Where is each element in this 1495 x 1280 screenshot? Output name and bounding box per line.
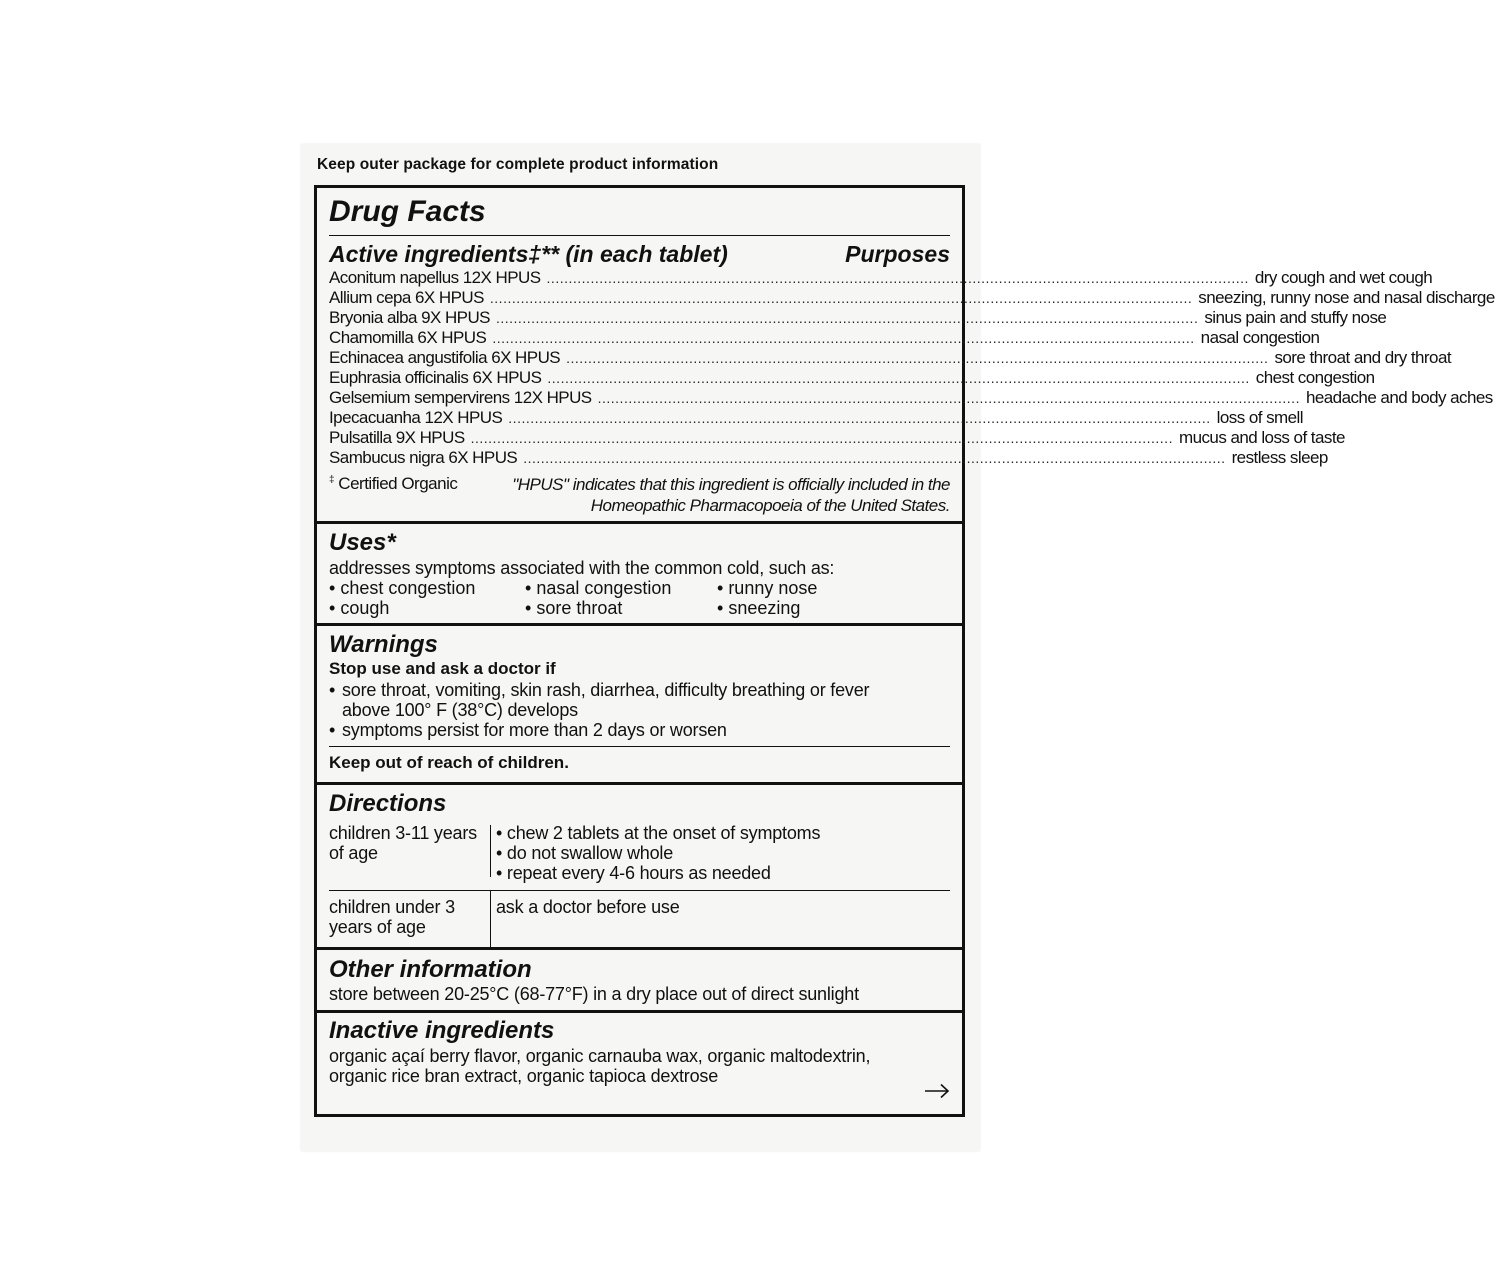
ingredient-name: Echinacea angustifolia 6X HPUS — [329, 348, 561, 367]
leader-dots: ................................................................................................................................................................ — [508, 410, 1211, 426]
ingredient-row — [329, 268, 1433, 288]
directions-column-divider — [490, 825, 491, 877]
ingredient-row — [329, 408, 1304, 428]
directions-column-divider — [490, 891, 491, 947]
arrow-right-icon — [924, 1075, 950, 1106]
ingredient-purpose: dry cough and wet cough — [1254, 268, 1433, 287]
leader-dots: ................................................................................................................................................................ — [523, 450, 1226, 466]
drug-facts-panel — [314, 185, 1495, 1117]
purposes-heading: Purposes — [845, 241, 950, 267]
divider — [329, 235, 950, 236]
ingredient-purpose: chest congestion — [1255, 368, 1375, 387]
directions-item: • chew 2 tablets at the onset of symptoms — [496, 823, 820, 843]
ingredient-name: Aconitum napellus 12X HPUS — [329, 268, 541, 287]
ingredient-row — [329, 288, 1495, 308]
warnings-title: Warnings — [329, 631, 438, 658]
ingredient-name: Pulsatilla 9X HPUS — [329, 428, 465, 447]
directions-row-divider — [329, 890, 950, 891]
ingredient-name: Ipecacuanha 12X HPUS — [329, 408, 503, 427]
ingredient-name: Chamomilla 6X HPUS — [329, 328, 487, 347]
directions-group: children under 3 years of age — [329, 897, 455, 937]
leader-dots: ................................................................................................................................................................ — [492, 330, 1195, 346]
other-information-text: store between 20-25°C (68-77°F) in a dry place out of direct sunlight — [329, 984, 859, 1004]
uses-section — [317, 524, 962, 623]
leader-dots: ................................................................................................................................................................ — [546, 270, 1249, 286]
certified-mark: ‡ — [329, 474, 335, 486]
hpus-note: "HPUS" indicates that this ingredient is officially included in the Homeopathic Pharmacopoeia of the United States. — [512, 475, 950, 515]
active-ingredients-section — [317, 188, 1495, 521]
uses-intro: addresses symptoms associated with the common cold, such as: — [329, 558, 835, 578]
uses-item: • sore throat — [525, 598, 717, 618]
directions-title: Directions — [329, 790, 447, 817]
warnings-section — [317, 626, 962, 782]
ingredient-row — [329, 388, 1493, 408]
uses-item: • chest congestion — [329, 578, 525, 598]
ingredient-purpose: sinus pain and stuffy nose — [1204, 308, 1387, 327]
ingredient-purpose: headache and body aches — [1305, 388, 1493, 407]
uses-title: Uses* — [329, 529, 396, 556]
inactive-ingredients-text: organic açaí berry flavor, organic carnauba wax, organic maltodextrin, organic rice bran extract, organic tapioca dextrose — [329, 1046, 871, 1086]
ingredient-purpose: sore throat and dry throat — [1274, 348, 1452, 367]
warnings-item: • symptoms persist for more than 2 days or worsen — [329, 720, 727, 740]
ingredient-purpose: sneezing, runny nose and nasal discharge — [1198, 288, 1495, 307]
inactive-ingredients-section — [317, 1013, 962, 1114]
top-note: Keep outer package for complete product information — [317, 156, 719, 173]
ingredient-row — [329, 428, 1345, 448]
ingredient-purpose: mucus and loss of taste — [1178, 428, 1345, 447]
leader-dots: ................................................................................................................................................................ — [597, 390, 1300, 406]
leader-dots: ................................................................................................................................................................ — [566, 350, 1269, 366]
keep-out-notice: Keep out of reach of children. — [329, 753, 569, 772]
warnings-list — [329, 680, 899, 740]
ingredient-row — [329, 348, 1452, 368]
uses-list — [329, 578, 917, 618]
ingredient-purpose: loss of smell — [1216, 408, 1304, 427]
uses-item: • cough — [329, 598, 525, 618]
directions-group: children 3-11 years of age — [329, 823, 477, 863]
directions-item: ask a doctor before use — [496, 897, 680, 917]
ingredient-name: Sambucus nigra 6X HPUS — [329, 448, 518, 467]
leader-dots: ................................................................................................................................................................ — [547, 370, 1250, 386]
other-information-section — [317, 950, 962, 1010]
ingredient-purpose: nasal congestion — [1200, 328, 1320, 347]
warnings-item: • sore throat, vomiting, skin rash, diarrhea, difficulty breathing or fever above 100° F (38°C) develops — [329, 680, 870, 720]
directions-item: • repeat every 4-6 hours as needed — [496, 863, 820, 883]
ingredient-name: Bryonia alba 9X HPUS — [329, 308, 490, 327]
directions-section — [317, 785, 962, 947]
leader-dots: ................................................................................................................................................................ — [495, 310, 1199, 326]
uses-item: • nasal congestion — [525, 578, 717, 598]
leader-dots: ................................................................................................................................................................ — [489, 290, 1193, 306]
inactive-ingredients-title: Inactive ingredients — [329, 1017, 555, 1044]
certified-organic-note — [329, 474, 457, 494]
ingredient-row — [329, 368, 1375, 388]
directions-instructions — [496, 823, 820, 883]
ingredient-name: Gelsemium sempervirens 12X HPUS — [329, 388, 592, 407]
ingredient-row — [329, 328, 1320, 348]
directions-item: • do not swallow whole — [496, 843, 820, 863]
ingredient-row — [329, 448, 1328, 468]
stop-use-heading: Stop use and ask a doctor if — [329, 659, 556, 678]
divider — [329, 746, 950, 747]
ingredient-name: Euphrasia officinalis 6X HPUS — [329, 368, 542, 387]
uses-item: • runny nose — [717, 578, 917, 598]
other-information-title: Other information — [329, 956, 532, 983]
ingredient-name: Allium cepa 6X HPUS — [329, 288, 484, 307]
certified-text: Certified Organic — [338, 474, 458, 493]
ingredient-purpose: restless sleep — [1231, 448, 1328, 467]
ingredient-list — [329, 268, 1495, 468]
arrow-right-icon — [924, 1083, 950, 1099]
leader-dots: ................................................................................................................................................................ — [470, 430, 1173, 446]
drug-facts-title: Drug Facts — [329, 195, 486, 228]
ingredient-row — [329, 308, 1387, 328]
active-ingredients-heading: Active ingredients‡** (in each tablet) — [329, 241, 728, 267]
uses-item: • sneezing — [717, 598, 917, 618]
